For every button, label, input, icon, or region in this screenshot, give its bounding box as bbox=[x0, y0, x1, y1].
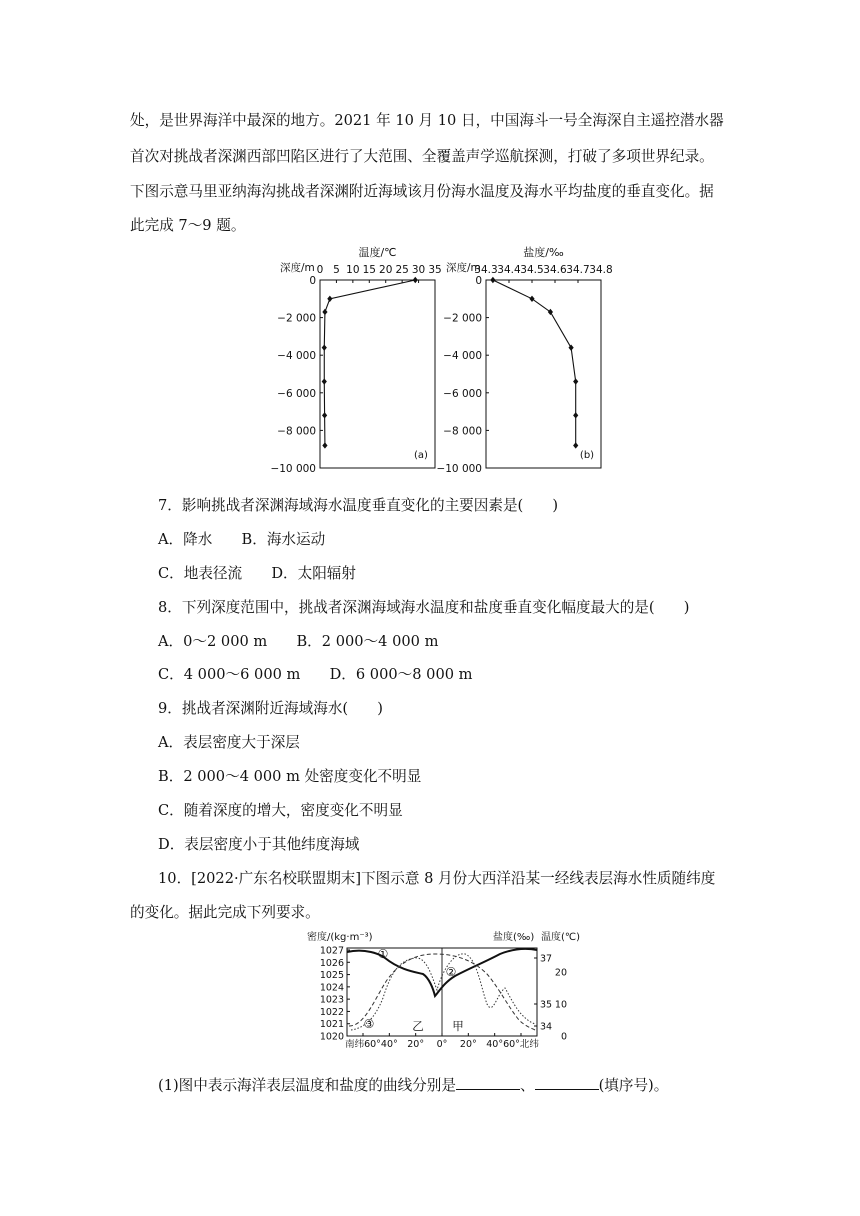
data-point bbox=[529, 296, 534, 302]
question-9: 9．挑战者深渊附近海域海水( ) bbox=[158, 700, 383, 717]
y-tick-label: −10 000 bbox=[270, 463, 316, 475]
temperature-tick-label: 0 bbox=[560, 1031, 567, 1043]
x-tick-label: 34.6 bbox=[543, 264, 567, 276]
data-point bbox=[322, 378, 327, 384]
data-point bbox=[573, 378, 578, 384]
data-point bbox=[322, 344, 327, 350]
question-10-1-separator: 、 bbox=[519, 1077, 535, 1094]
question-9-option-a: A．表层密度大于深层 bbox=[158, 734, 300, 751]
y-tick-label: −8 000 bbox=[277, 425, 316, 438]
temperature-tick-label: 20 bbox=[554, 967, 567, 979]
x-tick-label: 20 bbox=[379, 264, 393, 276]
y-tick-label: −4 000 bbox=[277, 350, 316, 363]
curve-label-1: ① bbox=[377, 947, 389, 961]
x-tick-label: 34.4 bbox=[497, 264, 521, 276]
salinity-panel bbox=[436, 245, 612, 475]
data-point bbox=[322, 309, 327, 315]
answer-blank-2[interactable] bbox=[535, 1075, 599, 1090]
y-tick-label: −2 000 bbox=[277, 312, 316, 325]
curve-2-salinity bbox=[351, 954, 535, 1030]
y-tick-label: −8 000 bbox=[443, 425, 482, 438]
question-7-options-ab: A．降水 B．海水运动 bbox=[158, 531, 326, 548]
latitude-tick-label: 40° bbox=[380, 1039, 398, 1050]
y-tick-label: −10 000 bbox=[436, 463, 482, 475]
y-tick-label: −4 000 bbox=[443, 350, 482, 363]
series-line bbox=[493, 280, 576, 445]
region-label-jia: 甲 bbox=[452, 1019, 464, 1033]
y-tick-label: 0 bbox=[475, 275, 482, 287]
x-tick-label: 15 bbox=[362, 264, 376, 276]
latitude-tick-label: 0° bbox=[436, 1039, 448, 1050]
question-9-option-c: C．随着深度的增大，密度变化不明显 bbox=[158, 802, 403, 819]
question-9-option-d: D．表层密度小于其他纬度海域 bbox=[158, 836, 360, 853]
chart-title: 盐度/‰ bbox=[523, 246, 564, 259]
latitude-tick-label: 20° bbox=[407, 1039, 425, 1050]
x-tick-label: 34.5 bbox=[520, 264, 544, 276]
data-point bbox=[413, 277, 418, 283]
temperature-tick-label: 10 bbox=[554, 999, 567, 1011]
question-8-options-ab: A．0～2 000 m B．2 000～4 000 m bbox=[158, 633, 439, 650]
latitude-tick-label: 20° bbox=[459, 1039, 477, 1050]
y-tick-label: 0 bbox=[309, 275, 316, 287]
question-8: 8．下列深度范围中，挑战者深渊海域海水温度和盐度垂直变化幅度最大的是( ) bbox=[158, 599, 690, 616]
question-10-line-2: 的变化。据此完成下列要求。 bbox=[130, 904, 320, 921]
question-9-option-b: B．2 000～4 000 m 处密度变化不明显 bbox=[158, 768, 422, 785]
density-tick-label: 1026 bbox=[319, 957, 344, 969]
y-tick-label: −2 000 bbox=[443, 312, 482, 325]
plot-frame bbox=[320, 280, 435, 468]
intro-line-1: 处，是世界海洋中最深的地方。2021 年 10 月 10 日，中国海斗一号全海深自主遥控潜水器 bbox=[130, 112, 724, 129]
latitude-tick-label: 60°北纬 bbox=[503, 1039, 539, 1050]
curve-label-2: ② bbox=[445, 965, 457, 979]
density-tick-label: 1022 bbox=[319, 1006, 344, 1018]
intro-line-2: 首次对挑战者深渊西部凹陷区进行了大范围、全覆盖声学巡航探测，打破了多项世界纪录。 bbox=[130, 148, 714, 165]
plot-frame bbox=[486, 280, 601, 468]
answer-blank-1[interactable] bbox=[456, 1075, 520, 1090]
intro-line-3: 下图示意马里亚纳海沟挑战者深渊附近海域该月份海水温度及海水平均盐度的垂直变化。据 bbox=[130, 183, 714, 200]
panel-label: (b) bbox=[579, 450, 595, 461]
depth-profile-figure bbox=[270, 244, 620, 476]
data-point bbox=[327, 296, 332, 302]
x-tick-label: 0 bbox=[316, 264, 324, 276]
density-tick-label: 1021 bbox=[319, 1019, 344, 1031]
data-point bbox=[573, 412, 578, 418]
data-point bbox=[573, 442, 578, 448]
density-tick-label: 1023 bbox=[319, 994, 344, 1006]
chart-title: 温度/℃ bbox=[358, 246, 397, 259]
density-axis-label: 密度/(kg·m⁻³) bbox=[307, 932, 373, 943]
salinity-axis-label: 盐度(‰) bbox=[493, 932, 535, 943]
data-point bbox=[322, 412, 327, 418]
question-10-1-suffix: (填序号)。 bbox=[598, 1077, 669, 1094]
region-label-yi: 乙 bbox=[412, 1019, 424, 1033]
x-tick-label: 34.7 bbox=[566, 264, 590, 276]
salinity-tick-label: 34 bbox=[540, 1021, 553, 1033]
x-tick-label: 35 bbox=[428, 264, 442, 276]
question-7-options-cd: C．地表径流 D．太阳辐射 bbox=[158, 565, 356, 582]
latitude-tick-label: 南纬60° bbox=[345, 1039, 381, 1050]
salinity-tick-label: 37 bbox=[540, 953, 553, 965]
question-8-options-cd: C．4 000～6 000 m D．6 000～8 000 m bbox=[158, 666, 473, 683]
curve-label-3: ③ bbox=[363, 1017, 375, 1031]
x-tick-label: 34.8 bbox=[589, 264, 613, 276]
density-tick-label: 1027 bbox=[319, 945, 344, 957]
series-line bbox=[324, 280, 415, 445]
x-tick-label: 10 bbox=[346, 264, 360, 276]
x-tick-label: 5 bbox=[333, 264, 340, 276]
temperature-panel bbox=[270, 245, 441, 475]
question-10-line-1: 10．[2022·广东名校联盟期末]下图示意 8 月份大西洋沿某一经线表层海水性质随纬度 bbox=[158, 870, 716, 887]
y-tick-label: −6 000 bbox=[277, 387, 316, 400]
x-tick-label: 30 bbox=[411, 264, 426, 276]
temperature-axis-label: 温度(℃) bbox=[541, 932, 581, 943]
panel-label: (a) bbox=[414, 450, 428, 461]
intro-line-4: 此完成 7～9 题。 bbox=[130, 217, 246, 234]
density-tick-label: 1025 bbox=[319, 970, 344, 982]
question-10-1-text: (1)图中表示海洋表层温度和盐度的曲线分别是 bbox=[158, 1077, 456, 1094]
question-7: 7．影响挑战者深渊海域海水温度垂直变化的主要因素是( ) bbox=[158, 497, 559, 514]
data-point bbox=[322, 442, 327, 448]
salinity-tick-label: 35 bbox=[540, 999, 553, 1011]
latitude-tick-label: 40° bbox=[486, 1039, 504, 1050]
question-10-1 bbox=[158, 1075, 668, 1096]
y-axis-label: 深度/m bbox=[446, 262, 481, 274]
y-axis-label: 深度/m bbox=[280, 262, 315, 274]
atlantic-surface-figure bbox=[305, 928, 581, 1058]
data-point bbox=[490, 277, 495, 283]
x-tick-label: 34.3 bbox=[474, 264, 498, 276]
density-tick-label: 1020 bbox=[319, 1031, 344, 1043]
y-tick-label: −6 000 bbox=[443, 387, 482, 400]
x-tick-label: 25 bbox=[395, 264, 409, 276]
density-tick-label: 1024 bbox=[319, 982, 344, 994]
